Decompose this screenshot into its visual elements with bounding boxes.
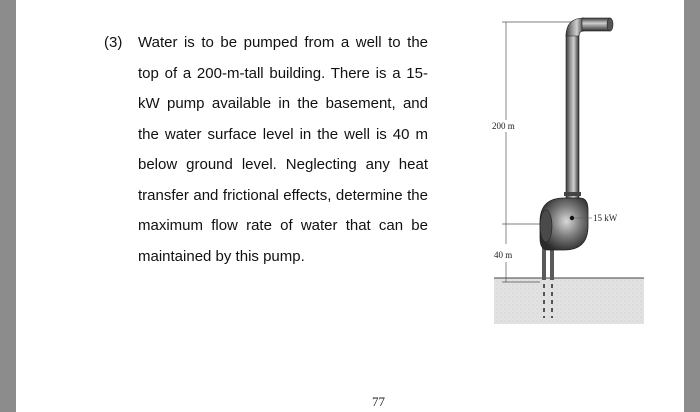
top-elbow (566, 18, 584, 36)
pump-inlet (540, 210, 552, 242)
riser-pipe (566, 34, 579, 200)
problem-number: (3) (104, 34, 123, 51)
pump-power-label: 15 kW (593, 213, 618, 223)
ground (494, 278, 644, 324)
intake-pipe-right (550, 248, 554, 280)
right-page-edge (684, 0, 700, 412)
discharge-pipe (582, 18, 610, 31)
page-number: 77 (372, 394, 385, 409)
riser-flange (564, 192, 581, 196)
height-label: 200 m (492, 121, 515, 131)
pump-figure (480, 12, 650, 332)
discharge-outlet (607, 18, 613, 31)
left-page-edge (0, 0, 16, 412)
pump-diagram (480, 12, 650, 332)
problem-statement: Water is to be pumped from a well to the top of a 200-m-tall building. There is a 15-kW pump available in the basement, and the water surface level in the well is 40 m below ground level. Neglecting any heat transfer and frictional effects, determine the maximum flow rate of water that can be maintained by this pump. (138, 34, 428, 265)
pump-shaft-dot (570, 216, 574, 220)
intake-pipe-left (542, 248, 546, 280)
depth-label: 40 m (494, 250, 513, 260)
